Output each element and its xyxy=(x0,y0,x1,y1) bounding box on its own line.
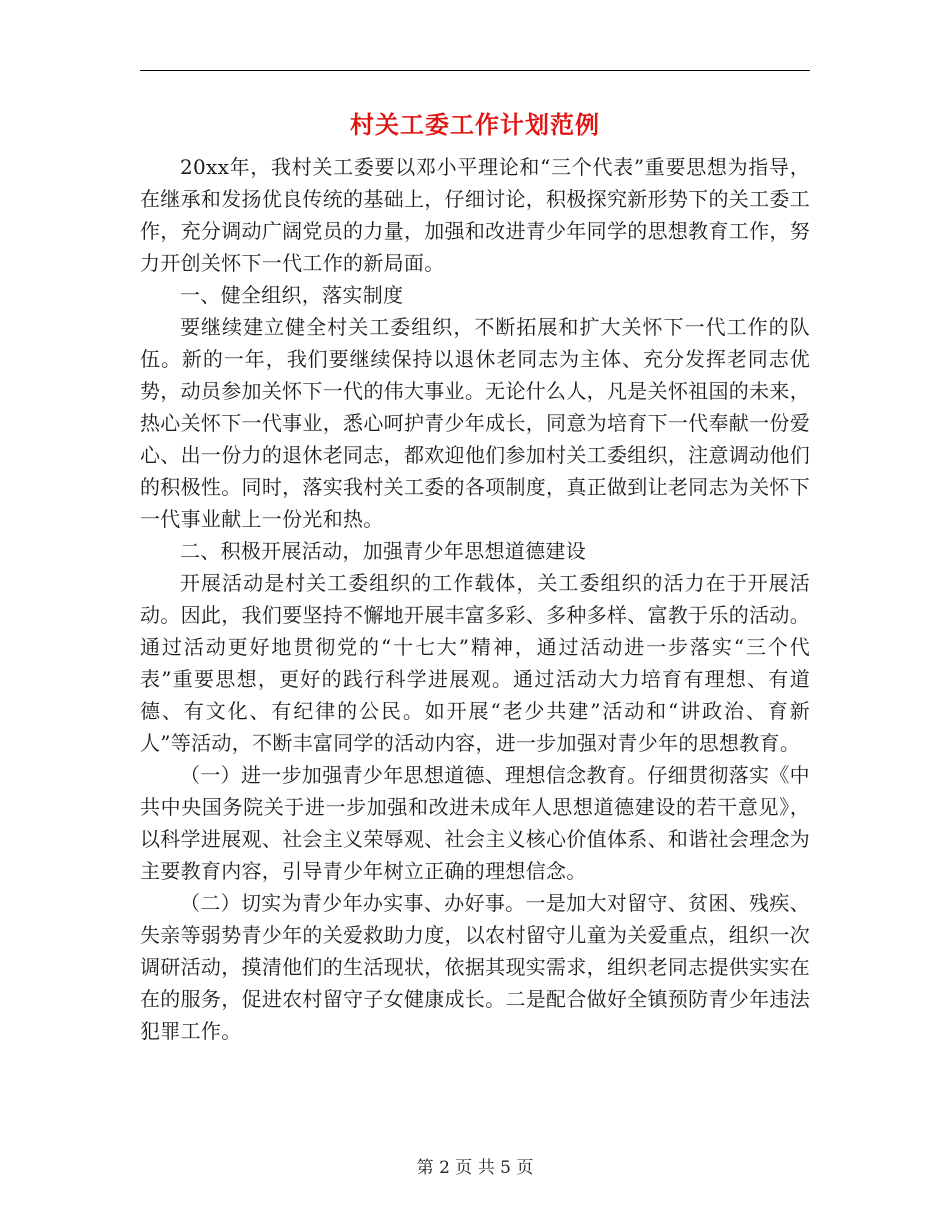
section-2-paragraph: 开展活动是村关工委组织的工作载体，关工委组织的活力在于开展活动。因此，我们要坚持不懈地开展丰富多彩、多种多样、富教于乐的活动。通过活动更好地贯彻党的“十七大”精神，通过活动进一步落实“三个代表”重要思想，更好的践行科学进展观。通过活动大力培育有理想、有道德、有文化、有纪律的公民。如开展“老少共建”活动和“讲政治、育新人”等活动，不断丰富同学的活动内容，进一步加强对青少年的思想教育。 xyxy=(140,571,810,755)
page-number-footer: 第 2 页 共 5 页 xyxy=(416,1158,534,1178)
document-title: 村关工委工作计划范例 xyxy=(350,110,600,139)
document-body xyxy=(140,151,810,1047)
subsection-2-paragraph: （二）切实为青少年办实事、办好事。一是加大对留守、贫困、残疾、失亲等弱势青少年的关爱救助力度，以农村留守儿童为关爱重点，组织一次调研活动，摸清他们的生活现状，依据其现实需求，组织老同志提供实实在在的服务，促进农村留守子女健康成长。二是配合做好全镇预防青少年违法犯罪工作。 xyxy=(140,891,810,1043)
subsection-1-paragraph: （一）进一步加强青少年思想道德、理想信念教育。仔细贯彻落实《中共中央国务院关于进一步加强和改进未成年人思想道德建设的若干意见》，以科学进展观、社会主义荣辱观、社会主义核心价值体系、和谐社会理念为主要教育内容，引导青少年树立正确的理想信念。 xyxy=(140,763,810,883)
section-heading-1: 一、健全组织，落实制度 xyxy=(180,283,404,307)
intro-paragraph: 20xx年，我村关工委要以邓小平理论和“三个代表”重要思想为指导，在继承和发扬优良传统的基础上，仔细讨论，积极探究新形势下的关工委工作，充分调动广阔党员的力量，加强和改进青少年同学的思想教育工作，努力开创关怀下一代工作的新局面。 xyxy=(140,155,810,275)
section-1-paragraph: 要继续建立健全村关工委组织，不断拓展和扩大关怀下一代工作的队伍。新的一年，我们要继续保持以退休老同志为主体、充分发挥老同志优势，动员参加关怀下一代的伟大事业。无论什么人，凡是关怀祖国的未来，热心关怀下一代事业，悉心呵护青少年成长，同意为培育下一代奉献一份爱心、出一份力的退休老同志，都欢迎他们参加村关工委组织，注意调动他们的积极性。同时，落实我村关工委的各项制度，真正做到让老同志为关怀下一代事业献上一份光和热。 xyxy=(140,315,810,531)
header-rule xyxy=(140,70,810,71)
section-heading-2: 二、积极开展活动，加强青少年思想道德建设 xyxy=(180,539,586,563)
